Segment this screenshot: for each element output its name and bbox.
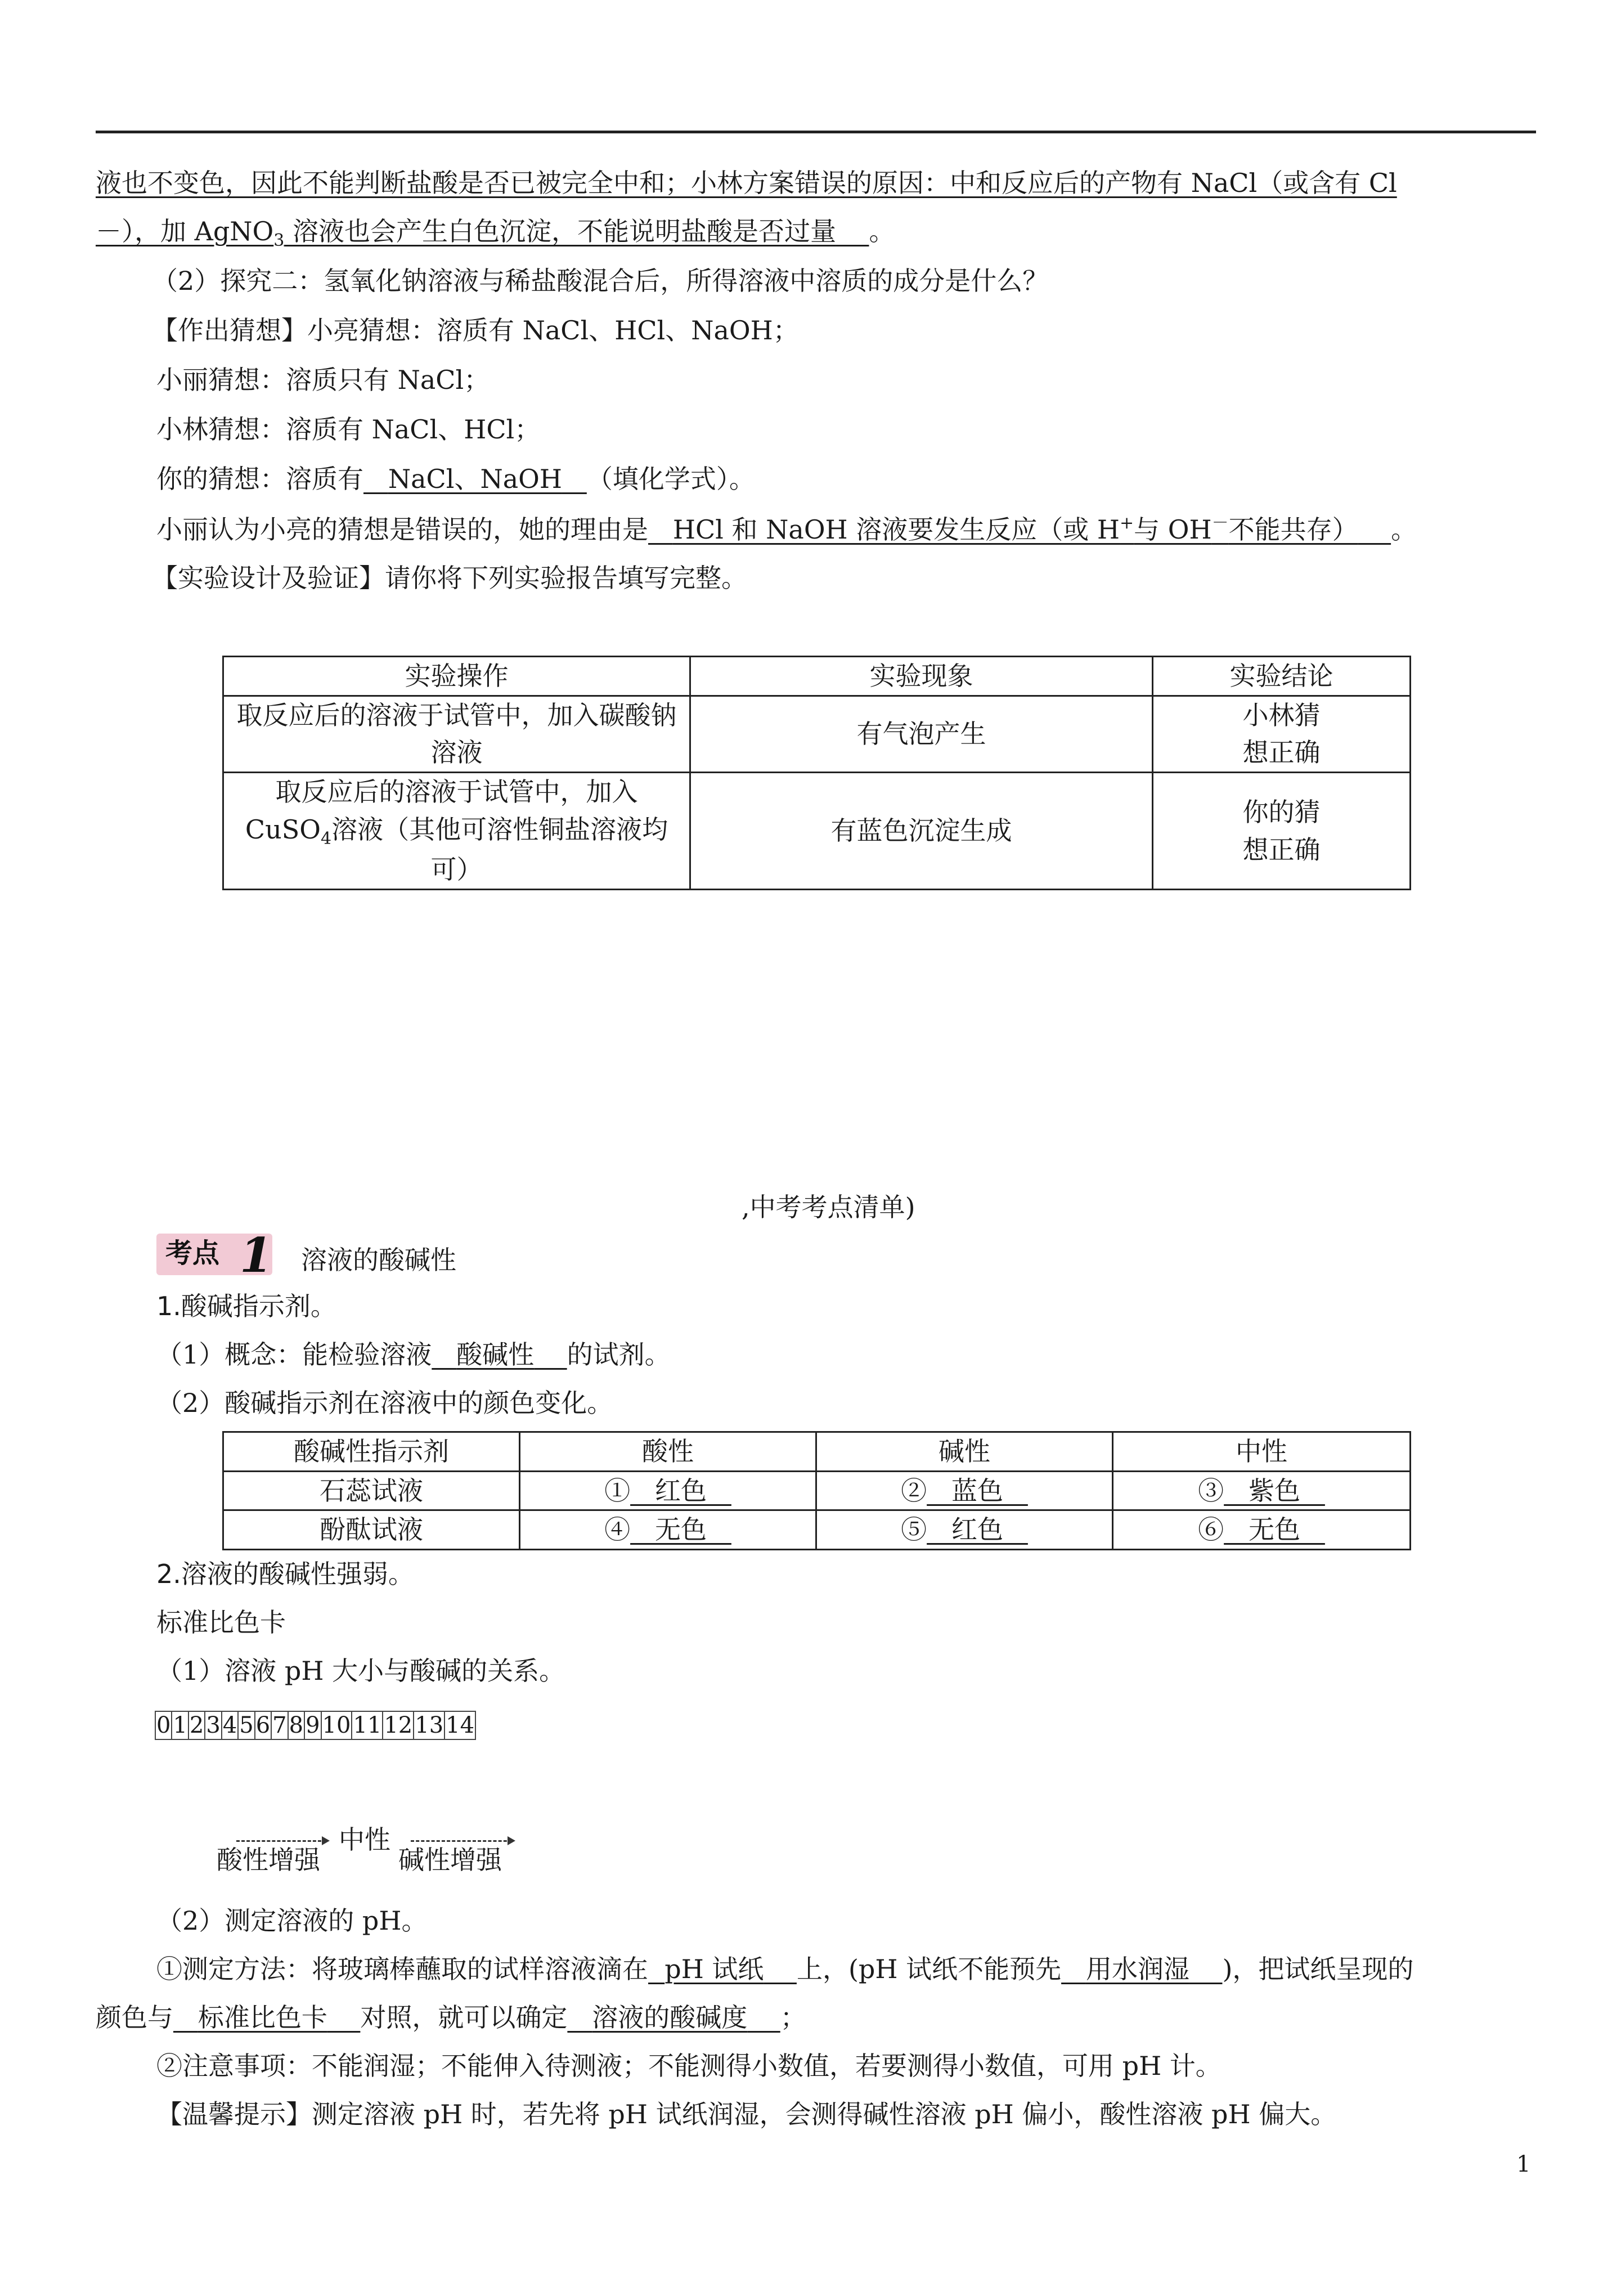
item-1-heading: 1.酸碱指示剂。 — [156, 1291, 336, 1321]
measure-method-line-1: ①测定方法：将玻璃棒蘸取的试样溶液滴在 pH 试纸 上，(pH 试纸不能预先 用水润湿 )，把试纸呈现的 — [156, 1954, 1414, 1984]
explore2-question: （2）探究二：氢氧化钠溶液与稀盐酸混合后，所得溶液中溶质的成分是什么？ — [152, 266, 1049, 296]
ph-cell: 8 — [288, 1711, 304, 1740]
table-row — [223, 1471, 1411, 1510]
ph-cell: 7 — [271, 1711, 287, 1740]
answer-cell: ③ 紫色 — [1113, 1471, 1411, 1510]
ph-cell: 12 — [382, 1711, 413, 1740]
header-conclusion: 实验结论 — [1153, 657, 1411, 696]
header-operation: 实验操作 — [223, 657, 690, 696]
indicator-table — [222, 1431, 1411, 1550]
badge-label: 考点 — [165, 1237, 220, 1269]
table-header-row — [223, 657, 1411, 696]
intro-line-2: －），加 AgNO$_3$ 溶液也会产生白色沉淀，不能说明盐酸是否过量 。 — [96, 216, 895, 250]
ph-cell: 0 — [155, 1711, 171, 1740]
warm-tip: 【温馨提示】测定溶液 pH 时，若先将 pH 试纸润湿，会测得碱性溶液 pH 偏小，酸性溶液 pH 偏大。 — [156, 2099, 1337, 2129]
ph-cell: 1 — [171, 1711, 187, 1740]
indicator-name: 石蕊试液 — [223, 1471, 520, 1510]
ph-cell: 6 — [254, 1711, 271, 1740]
header-neutral: 中性 — [1113, 1432, 1411, 1472]
kaodian-title: 溶液的酸碱性 — [301, 1245, 456, 1275]
answer-cell: ④ 无色 — [520, 1510, 816, 1550]
answer-cell: ⑤ 红色 — [816, 1510, 1113, 1550]
ph-relation-line: （1）溶液 pH 大小与酸碱的关系。 — [156, 1656, 565, 1686]
header-acidic: 酸性 — [520, 1432, 816, 1472]
ph-cell: 4 — [221, 1711, 237, 1740]
measure-notes: ②注意事项：不能润湿；不能伸入待测液；不能测得小数值，若要测得小数值，可用 pH 计。 — [156, 2051, 1222, 2081]
header-basic: 碱性 — [816, 1432, 1113, 1472]
ph-cell: 2 — [188, 1711, 204, 1740]
badge-number: 1 — [240, 1227, 273, 1283]
base-arrow-icon — [411, 1840, 512, 1842]
phenomenon-cell: 有气泡产生 — [690, 696, 1153, 772]
ph-scale — [155, 1711, 476, 1740]
header-indicator: 酸碱性指示剂 — [223, 1432, 520, 1472]
ph-cell: 13 — [413, 1711, 444, 1740]
base-increase-label: 碱性增强 — [398, 1845, 502, 1875]
operation-cell: 取反应后的溶液于试管中，加入 CuSO$_4$溶液（其他可溶性铜盐溶液均可） — [223, 773, 690, 890]
concept-line: （1）概念：能检验溶液 酸碱性 的试剂。 — [156, 1339, 671, 1370]
ph-cell: 5 — [237, 1711, 254, 1740]
intro-line-1: 液也不变色，因此不能判断盐酸是否已被完全中和；小林方案错误的原因：中和反应后的产物有 NaCl（或含有 Cl — [96, 168, 1397, 198]
table-row — [223, 1510, 1411, 1550]
conclusion-cell: 你的猜想正确 — [1153, 773, 1411, 890]
experiment-report-table — [222, 656, 1411, 890]
xiaoli-reason: 小丽认为小亮的猜想是错误的，她的理由是 HCl 和 NaOH 溶液要发生反应（或 H+与 OH－不能共存） 。 — [156, 513, 1417, 545]
color-change-line: （2）酸碱指示剂在溶液中的颜色变化。 — [156, 1388, 613, 1418]
experiment-design-prompt: 【实验设计及验证】请你将下列实验报告填写完整。 — [152, 563, 747, 593]
answer-cell: ① 红色 — [520, 1471, 816, 1510]
header-phenomenon: 实验现象 — [690, 657, 1153, 696]
table-row — [223, 773, 1411, 890]
acid-arrow-icon — [236, 1840, 326, 1842]
answer-cell: ② 蓝色 — [816, 1471, 1113, 1510]
conclusion-cell: 小林猜想正确 — [1153, 696, 1411, 772]
indicator-name: 酚酞试液 — [223, 1510, 520, 1550]
ph-cell: 10 — [321, 1711, 352, 1740]
neutral-label: 中性 — [339, 1824, 390, 1855]
acid-increase-label: 酸性增强 — [217, 1845, 320, 1875]
ph-cell: 9 — [304, 1711, 320, 1740]
standard-color-card: 标准比色卡 — [156, 1607, 286, 1638]
measure-method-line-2: 颜色与 标准比色卡 对照，就可以确定 溶液的酸碱度 ； — [96, 2002, 806, 2033]
ph-cell: 14 — [444, 1711, 476, 1740]
header-rule — [96, 131, 1536, 133]
ph-cell: 11 — [351, 1711, 382, 1740]
phenomenon-cell: 有蓝色沉淀生成 — [690, 773, 1153, 890]
table-row — [223, 696, 1411, 772]
guess-xiaoliang: 【作出猜想】小亮猜想：溶质有 NaCl、HCl、NaOH； — [152, 315, 799, 346]
guess-you: 你的猜想：溶质有 NaCl、NaOH （填化学式）。 — [156, 464, 755, 494]
kaodian-badge — [156, 1227, 273, 1283]
page-number: 1 — [1516, 2151, 1531, 2177]
guess-xiaolin: 小林猜想：溶质有 NaCl、HCl； — [156, 414, 541, 445]
item-2-heading: 2.溶液的酸碱性强弱。 — [156, 1559, 414, 1589]
answer-cell: ⑥ 无色 — [1113, 1510, 1411, 1550]
operation-cell: 取反应后的溶液于试管中，加入碳酸钠溶液 — [223, 696, 690, 772]
section-title: ,中考考点清单) — [742, 1192, 915, 1222]
table-header-row — [223, 1432, 1411, 1472]
ph-cell: 3 — [204, 1711, 221, 1740]
measure-title: （2）测定溶液的 pH。 — [156, 1905, 428, 1936]
guess-xiaoli: 小丽猜想：溶质只有 NaCl； — [156, 365, 490, 395]
